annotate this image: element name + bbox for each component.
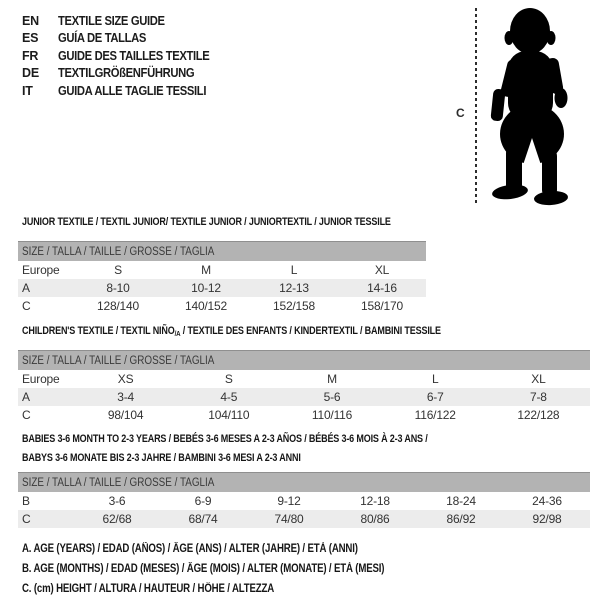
table-cell: 4-5: [220, 390, 238, 404]
table-cell: 14-16: [367, 281, 397, 295]
table-cell: XL: [374, 263, 390, 277]
table-cell: 68/74: [188, 512, 218, 526]
title-line-1: BABIES 3-6 MONTH TO 2-3 YEARS / BEBÉS 3-6 MESES A 2-3 AÑOS / BÉBÉS 3-6 MOIS À 2-3 ANS /: [22, 433, 428, 445]
language-code: ES: [22, 31, 39, 46]
size-header-bar: [18, 241, 426, 261]
title-text: / TEXTILE DES ENFANTS / KINDERTEXTIL / BAMBINI TESSILE: [180, 325, 441, 337]
row-label: B: [22, 494, 30, 508]
table-cell: XL: [531, 372, 546, 386]
legend-line-c: C. (cm) HEIGHT / ALTURA / HAUTEUR / HÖHE / ALTEZZA: [22, 583, 275, 595]
language-label: GUIDA ALLE TAGLIE TESSILI: [58, 83, 207, 98]
language-label: GUÍA DE TALLAS: [58, 31, 147, 46]
table-cell: 8-10: [106, 281, 130, 295]
row-label: C: [22, 299, 31, 313]
language-code: DE: [22, 66, 39, 81]
junior-textile-table: [18, 241, 426, 315]
childrens-textile-title: [22, 324, 441, 339]
table-cell: 3-4: [117, 390, 134, 404]
table-cell: 152/158: [273, 299, 315, 313]
table-cell: 62/68: [102, 512, 132, 526]
row-label: C: [22, 408, 31, 422]
table-cell: M: [201, 263, 211, 277]
table-cell: L: [431, 372, 439, 386]
row-label: Europe: [22, 372, 60, 386]
table-cell: 7-8: [530, 390, 547, 404]
table-cell: 128/140: [97, 299, 139, 313]
table-cell: 12-18: [360, 494, 390, 508]
language-row-fr: [22, 47, 226, 65]
legend-line-a: A. AGE (YEARS) / EDAD (AÑOS) / ÂGE (ANS) / ALTER (JAHRE) / ETÀ (ANNI): [22, 543, 358, 555]
table-cell: S: [224, 372, 233, 386]
title-text: CHILDREN'S TEXTILE / TEXTIL NIÑO: [22, 325, 175, 337]
table-cell: XS: [117, 372, 134, 386]
legend-line-b: B. AGE (MONTHS) / EDAD (MESES) / ÂGE (MOIS) / ALTER (MONATE) / ETÀ (MESI): [22, 563, 385, 575]
table-cell: 6-9: [194, 494, 212, 508]
table-cell: 122/128: [517, 408, 560, 422]
table-row-height: [18, 297, 426, 315]
table-cell: 74/80: [274, 512, 304, 526]
junior-textile-title: JUNIOR TEXTILE / TEXTIL JUNIOR/ TEXTILE JUNIOR / JUNIORTEXTIL / JUNIOR TESSILE: [22, 216, 391, 228]
table-cell: 92/98: [532, 512, 562, 526]
height-measure-label: C: [456, 106, 465, 120]
language-row-en: [22, 12, 226, 30]
language-row-it: [22, 82, 226, 100]
language-header: [22, 12, 226, 100]
table-cell: 158/170: [361, 299, 403, 313]
row-label: A: [22, 281, 30, 295]
table-cell: 3-6: [108, 494, 126, 508]
babies-textile-title: [22, 430, 428, 468]
height-dashed-line: [475, 8, 477, 206]
table-cell: M: [327, 372, 337, 386]
table-row-age: [18, 388, 590, 406]
size-header-label: SIZE / TALLA / TAILLE / GRÖSSE / TAGLIA: [22, 476, 215, 489]
language-label: TEXTILGRÖßENFÜHRUNG: [58, 66, 195, 81]
table-cell: 104/110: [208, 408, 250, 422]
table-row-europe: [18, 370, 590, 388]
table-cell: 140/152: [185, 299, 227, 313]
table-cell: 10-12: [191, 281, 221, 295]
language-code: EN: [22, 13, 39, 28]
table-row-europe: [18, 261, 426, 279]
table-cell: L: [290, 263, 298, 277]
row-label: C: [22, 512, 31, 526]
size-header-bar: [18, 350, 590, 370]
table-cell: 6-7: [426, 390, 444, 404]
language-label: TEXTILE SIZE GUIDE: [58, 13, 165, 28]
table-cell: 80/86: [360, 512, 390, 526]
table-cell: 110/116: [311, 408, 353, 422]
row-label: Europe: [22, 263, 60, 277]
table-cell: 5-6: [323, 390, 341, 404]
table-row-months: [18, 492, 590, 510]
babies-textile-table: [18, 472, 590, 528]
table-cell: 116/122: [414, 408, 456, 422]
table-row-height: [18, 406, 590, 424]
table-cell: S: [114, 263, 122, 277]
table-row-age: [18, 279, 426, 297]
row-label: A: [22, 390, 30, 404]
table-cell: 24-36: [532, 494, 562, 508]
language-row-es: [22, 30, 226, 48]
table-row-height: [18, 510, 590, 528]
table-cell: 86/92: [446, 512, 476, 526]
size-header-label: SIZE / TALLA / TAILLE / GRÖSSE / TAGLIA: [22, 245, 215, 258]
table-cell: 12-13: [279, 281, 309, 295]
legend: [22, 539, 453, 599]
language-label: GUIDE DES TAILLES TEXTILE: [58, 48, 210, 63]
title-line-2: BABYS 3-6 MONATE BIS 2-3 JAHRE / BAMBINI 3-6 MESI A 2-3 ANNI: [22, 452, 301, 464]
language-code: FR: [22, 48, 39, 63]
size-header-bar: [18, 472, 590, 492]
language-code: IT: [22, 83, 33, 98]
language-row-de: [22, 65, 226, 83]
table-cell: 18-24: [446, 494, 476, 508]
table-cell: 98/104: [107, 408, 144, 422]
baby-silhouette-icon: [484, 4, 586, 208]
table-cell: 9-12: [277, 494, 301, 508]
size-header-label: SIZE / TALLA / TAILLE / GRÖSSE / TAGLIA: [22, 354, 215, 367]
childrens-textile-table: [18, 350, 590, 424]
title-subscript: /A: [174, 329, 181, 338]
